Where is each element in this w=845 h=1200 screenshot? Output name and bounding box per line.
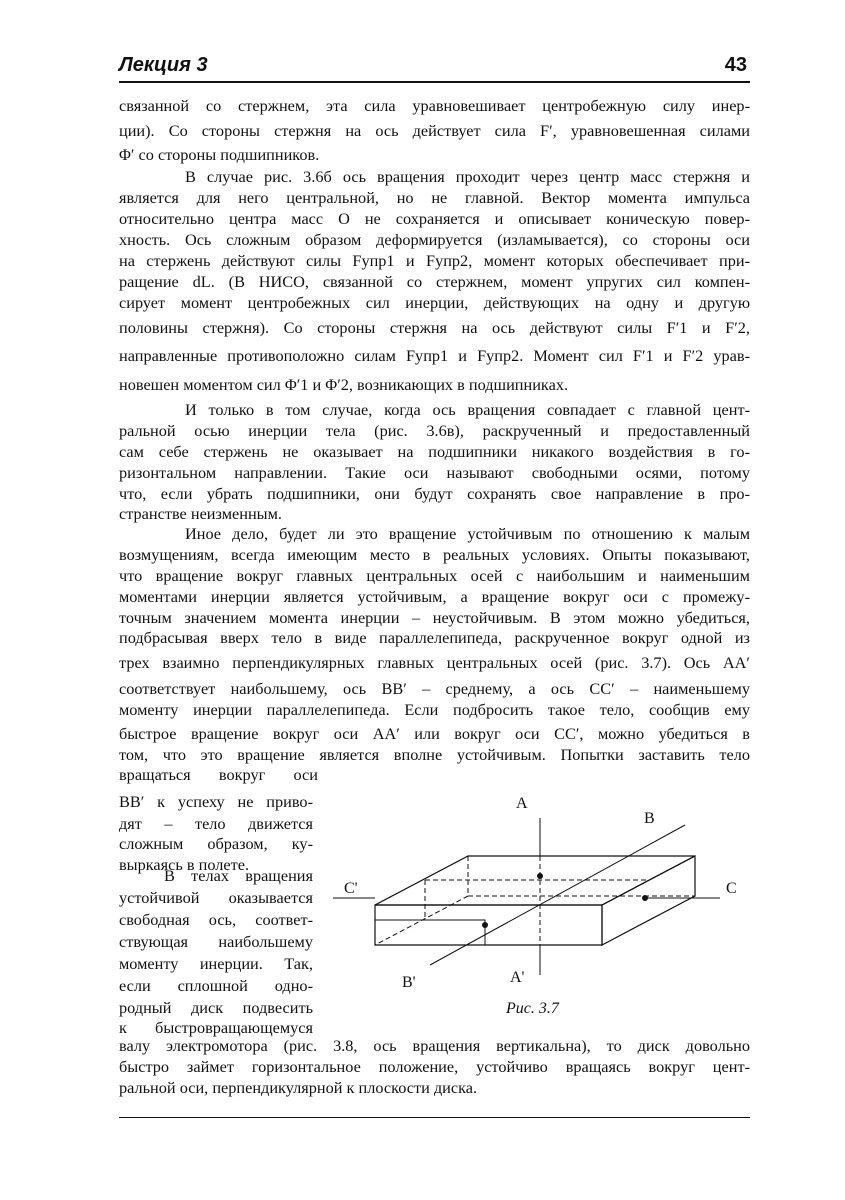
- text-line: выркаясь в полете.: [119, 855, 250, 874]
- text-line: быстрое вращение вокруг оси AA′ или вокруг оси CC′, можно убедиться в: [119, 724, 750, 743]
- page-number: 43: [724, 54, 747, 76]
- text-line: валу электромотора (рис. 3.8, ось вращения вертикальна), то диск довольно: [119, 1036, 750, 1055]
- footer-rule: [119, 1117, 750, 1118]
- text-line: что вращение вокруг главных центральных осей с наибольшим и наименьшим: [119, 566, 750, 585]
- text-line: устойчивой оказывается: [119, 888, 313, 907]
- text-line: что, если убрать подшипники, они будут сохранять свое направление в про-: [119, 484, 750, 503]
- header-rule: [119, 81, 750, 83]
- text-line: направленные противоположно силам Fупр1 и Fупр2. Момент сил F′1 и F′2 урав-: [119, 346, 750, 365]
- label-a: A: [516, 795, 528, 812]
- axis-b-point: [482, 922, 488, 928]
- text-line: том, что это вращение является вполне устойчивым. Попытки заставить тело: [119, 745, 750, 764]
- text-line: странстве неизменным.: [119, 504, 282, 523]
- text-line: ризонтальном направлении. Такие оси называют свободными осями, потому: [119, 463, 750, 482]
- text-line: BB′ к успеху не приво-: [119, 792, 313, 811]
- text-line: И только в том случае, когда ось вращения совпадает с главной цент-: [185, 400, 750, 419]
- text-line: является для него центральной, но не главной. Вектор момента импульса: [119, 188, 750, 207]
- text-line: Φ′ со стороны подшипников.: [119, 145, 320, 164]
- text-line: ции). Со стороны стержня на ось действует сила F′, уравновешенная силами: [119, 121, 750, 140]
- box-side-face: [602, 856, 695, 945]
- text-line: дят – тело движется: [119, 814, 313, 833]
- label-b: B: [644, 810, 655, 827]
- text-line: В случае рис. 3.6б ось вращения проходит через центр масс стержня и: [185, 167, 750, 186]
- figure-caption: Рис. 3.7: [506, 1000, 559, 1017]
- text-line: на стержень действуют силы Fупр1 и Fупр2, момент которых обеспечивает при-: [119, 251, 750, 270]
- label-c: C: [726, 880, 737, 897]
- text-line: новешен моментом сил Φ′1 и Φ′2, возникающих в подшипниках.: [119, 375, 569, 394]
- text-line: относительно центра масс O не сохраняется и описывает коническую повер-: [119, 209, 750, 228]
- text-line: ствующая наибольшему: [119, 932, 313, 951]
- axis-a-point: [537, 873, 543, 879]
- text-line: половины стержня). Со стороны стержня на ось действуют силы F′1 и F′2,: [119, 318, 750, 337]
- text-line: моментами инерции является устойчивым, а вращение вокруг оси с промежу-: [119, 587, 750, 606]
- figure-3-7: [330, 785, 750, 1035]
- text-line: сложным образом, ку-: [119, 834, 313, 853]
- text-line: хность. Ось сложным образом деформируется (изламывается), со стороны оси: [119, 230, 750, 249]
- page-header: [119, 54, 747, 80]
- text-line: ращение dL. (В НИСО, связанной со стержнем, момент упругих сил компен-: [119, 272, 750, 291]
- box-front-face: [375, 905, 602, 945]
- text-line: моменту инерции параллелепипеда. Если подбросить такое тело, сообщив ему: [119, 700, 750, 719]
- label-b-prime: B': [402, 974, 416, 991]
- text-line: быстро займет горизонтальное положение, устойчиво вращаясь вокруг цент-: [119, 1057, 750, 1076]
- axis-b: [430, 825, 685, 965]
- axis-c-point: [642, 895, 648, 901]
- text-line: возмущениям, всегда имеющим место в реальных условиях. Опыты показывают,: [119, 545, 750, 564]
- text-line: сам себе стержень не оказывает на подшипники никакого воздействия в го-: [119, 442, 750, 461]
- text-line: свободная ось, соответ-: [119, 910, 313, 929]
- text-line: трех взаимно перпендикулярных главных центральных осей (рис. 3.7). Ось AA′: [119, 653, 750, 672]
- text-line: родный диск подвесить: [119, 998, 313, 1017]
- text-line: соответствует наибольшему, ось BB′ – среднему, а ось CC′ – наименьшему: [119, 679, 750, 698]
- text-line: точным значением момента инерции – неустойчивым. В этом можно убедиться,: [119, 608, 750, 627]
- label-a-prime: A': [510, 969, 525, 986]
- lecture-title: Лекция 3: [119, 54, 208, 76]
- text-line: Иное дело, будет ли это вращение устойчивым по отношению к малым: [185, 524, 750, 543]
- label-c-prime: C': [344, 880, 358, 897]
- text-line: В телах вращения: [164, 866, 313, 885]
- text-line: ральной оси, перпендикулярной к плоскости диска.: [119, 1078, 478, 1097]
- text-line: вращаться вокруг оси: [119, 765, 318, 784]
- text-line: ральной осью инерции тела (рис. 3.6в), раскрученный и предоставленный: [119, 421, 750, 440]
- text-line: если сплошной одно-: [119, 976, 313, 995]
- text-line: к быстровращающемуся: [119, 1018, 313, 1037]
- text-line: сирует момент центробежных сил инерции, действующих на одну и другую: [119, 293, 750, 312]
- box-inner-step: [375, 905, 485, 945]
- text-line: подбрасывая вверх тело в виде параллелепипеда, раскрученное вокруг одной из: [119, 628, 750, 647]
- text-line: моменту инерции. Так,: [119, 954, 313, 973]
- text-line: связанной со стержнем, эта сила уравновешивает центробежную силу инер-: [119, 96, 750, 115]
